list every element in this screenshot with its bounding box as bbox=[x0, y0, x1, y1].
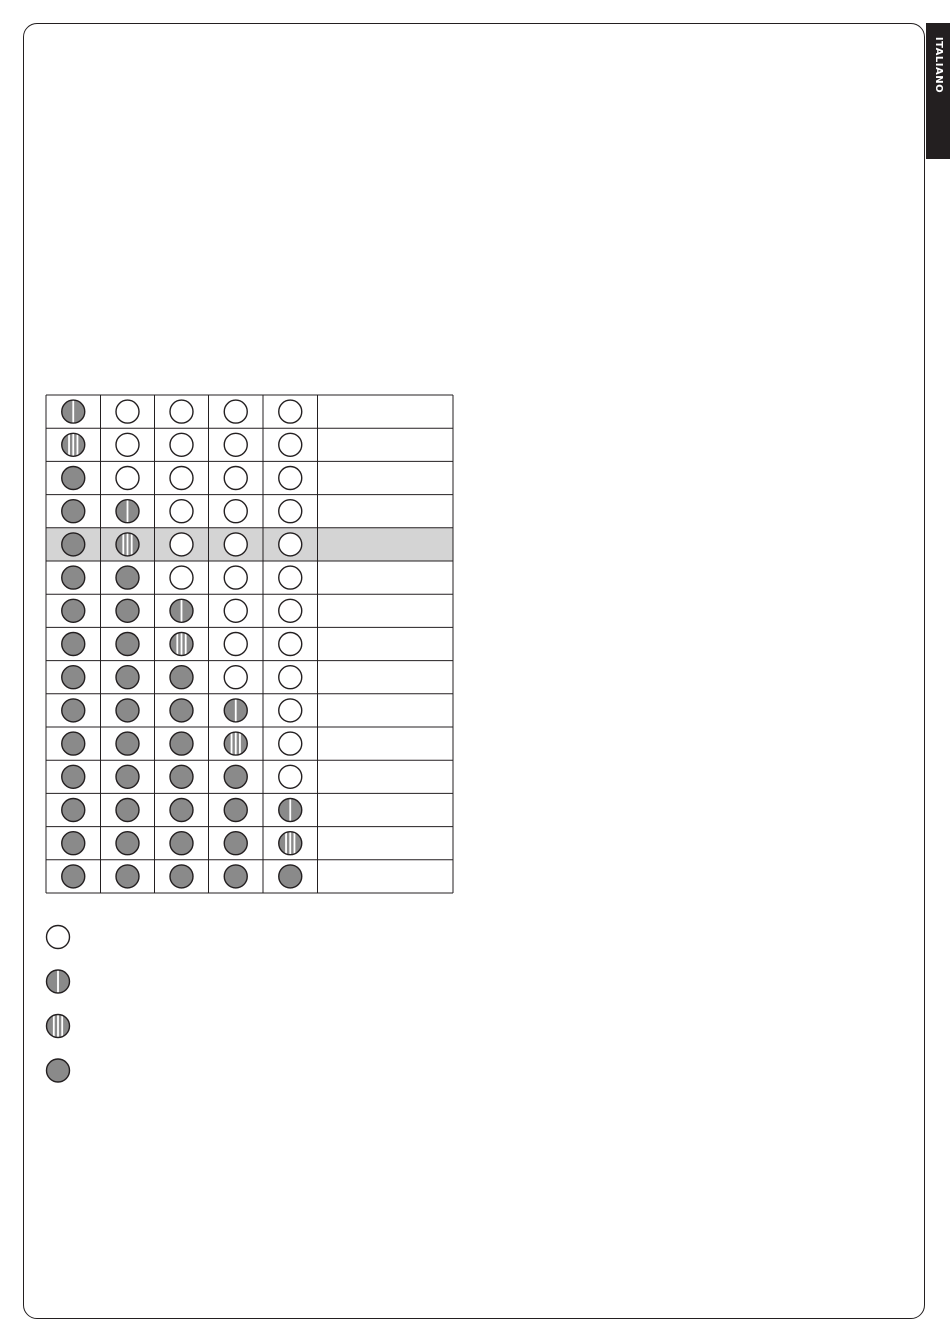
led-blink-fast-icon bbox=[47, 1015, 70, 1038]
legend-item bbox=[47, 1015, 70, 1038]
led-blink-slow-icon bbox=[47, 970, 70, 993]
legend-item bbox=[47, 926, 70, 949]
legend-item bbox=[47, 1059, 70, 1082]
legend-item bbox=[47, 970, 70, 993]
language-tab-label: ITALIANO bbox=[933, 36, 944, 94]
led-off-icon bbox=[47, 926, 70, 949]
led-on-icon bbox=[47, 1059, 70, 1082]
